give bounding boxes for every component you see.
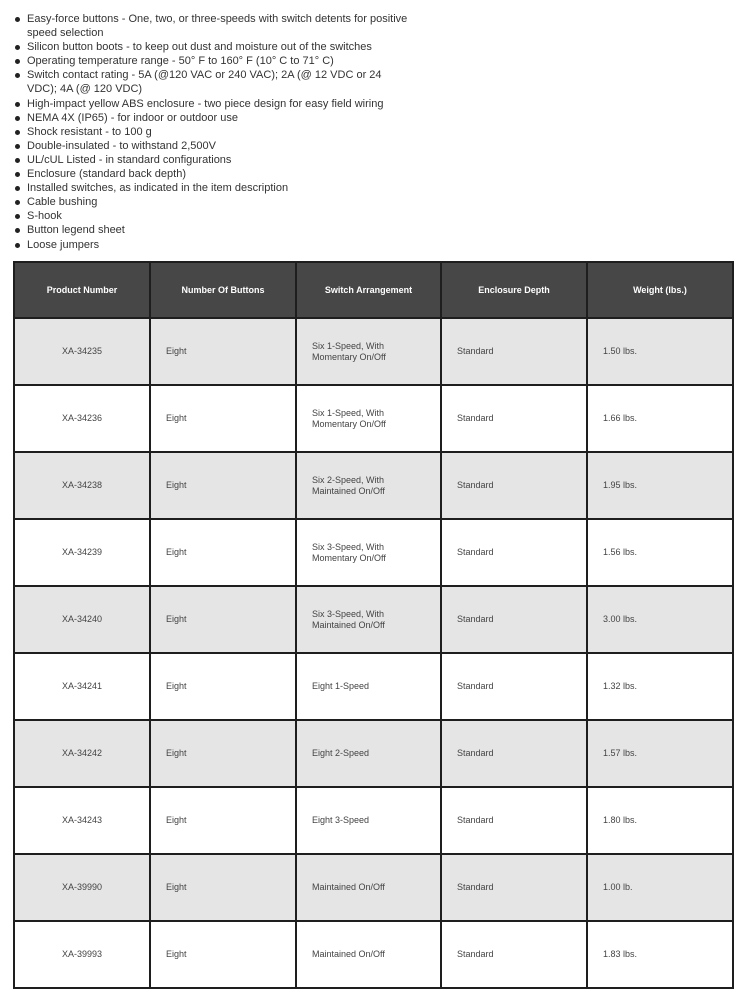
table-row <box>14 385 733 452</box>
table-row <box>14 318 733 385</box>
cell-number-of-buttons: Eight <box>150 854 296 921</box>
feature-item: Loose jumpers <box>13 238 413 252</box>
cell-weight: 1.83 lbs. <box>587 921 733 988</box>
cell-enclosure-depth: Standard <box>441 452 587 519</box>
feature-item: Shock resistant - to 100 g <box>13 125 413 139</box>
cell-product-number: XA-34243 <box>14 787 150 854</box>
cell-product-number: XA-34242 <box>14 720 150 787</box>
cell-weight: 3.00 lbs. <box>587 586 733 653</box>
cell-product-number: XA-34238 <box>14 452 150 519</box>
cell-product-number: XA-34235 <box>14 318 150 385</box>
cell-product-number: XA-34239 <box>14 519 150 586</box>
cell-enclosure-depth: Standard <box>441 385 587 452</box>
cell-product-number: XA-39990 <box>14 854 150 921</box>
cell-number-of-buttons: Eight <box>150 921 296 988</box>
table-row <box>14 854 733 921</box>
table-row <box>14 586 733 653</box>
cell-switch-arrangement: Eight 1-Speed <box>296 653 441 720</box>
feature-item: Switch contact rating - 5A (@120 VAC or 240 VAC); 2A (@ 12 VDC or 24 VDC); 4A (@ 120 VDC) <box>13 68 413 96</box>
cell-switch-arrangement: Six 2-Speed, With Maintained On/Off <box>296 452 441 519</box>
header-product-number: Product Number <box>14 262 150 318</box>
table-row <box>14 452 733 519</box>
cell-switch-arrangement: Maintained On/Off <box>296 921 441 988</box>
cell-weight: 1.95 lbs. <box>587 452 733 519</box>
cell-enclosure-depth: Standard <box>441 720 587 787</box>
cell-weight: 1.57 lbs. <box>587 720 733 787</box>
table-header-row <box>14 262 733 318</box>
cell-weight: 1.56 lbs. <box>587 519 733 586</box>
feature-item: Installed switches, as indicated in the item description <box>13 181 413 195</box>
table-row <box>14 519 733 586</box>
feature-list <box>13 12 413 252</box>
cell-product-number: XA-34236 <box>14 385 150 452</box>
cell-product-number: XA-39993 <box>14 921 150 988</box>
cell-enclosure-depth: Standard <box>441 787 587 854</box>
cell-enclosure-depth: Standard <box>441 854 587 921</box>
feature-item: Silicon button boots - to keep out dust and moisture out of the switches <box>13 40 413 54</box>
cell-enclosure-depth: Standard <box>441 586 587 653</box>
feature-item: NEMA 4X (IP65) - for indoor or outdoor use <box>13 111 413 125</box>
feature-item: High-impact yellow ABS enclosure - two piece design for easy field wiring <box>13 97 413 111</box>
cell-weight: 1.32 lbs. <box>587 653 733 720</box>
cell-switch-arrangement: Six 3-Speed, With Momentary On/Off <box>296 519 441 586</box>
feature-item: Operating temperature range - 50° F to 160° F (10° C to 71° C) <box>13 54 413 68</box>
cell-number-of-buttons: Eight <box>150 787 296 854</box>
feature-item: Double-insulated - to withstand 2,500V <box>13 139 413 153</box>
header-weight: Weight (lbs.) <box>587 262 733 318</box>
header-number-of-buttons: Number Of Buttons <box>150 262 296 318</box>
table-row <box>14 921 733 988</box>
cell-number-of-buttons: Eight <box>150 720 296 787</box>
table-row <box>14 787 733 854</box>
cell-switch-arrangement: Eight 2-Speed <box>296 720 441 787</box>
cell-weight: 1.50 lbs. <box>587 318 733 385</box>
cell-switch-arrangement: Six 3-Speed, With Maintained On/Off <box>296 586 441 653</box>
cell-switch-arrangement: Six 1-Speed, With Momentary On/Off <box>296 385 441 452</box>
header-enclosure-depth: Enclosure Depth <box>441 262 587 318</box>
product-spec-table <box>13 261 734 989</box>
cell-number-of-buttons: Eight <box>150 318 296 385</box>
cell-switch-arrangement: Six 1-Speed, With Momentary On/Off <box>296 318 441 385</box>
cell-enclosure-depth: Standard <box>441 519 587 586</box>
cell-number-of-buttons: Eight <box>150 519 296 586</box>
feature-item: Button legend sheet <box>13 223 413 237</box>
feature-item: S-hook <box>13 209 413 223</box>
cell-product-number: XA-34240 <box>14 586 150 653</box>
cell-enclosure-depth: Standard <box>441 653 587 720</box>
table-row <box>14 720 733 787</box>
table-row <box>14 653 733 720</box>
cell-enclosure-depth: Standard <box>441 921 587 988</box>
cell-enclosure-depth: Standard <box>441 318 587 385</box>
cell-weight: 1.80 lbs. <box>587 787 733 854</box>
feature-item: Cable bushing <box>13 195 413 209</box>
cell-number-of-buttons: Eight <box>150 586 296 653</box>
cell-weight: 1.00 lb. <box>587 854 733 921</box>
cell-weight: 1.66 lbs. <box>587 385 733 452</box>
cell-number-of-buttons: Eight <box>150 452 296 519</box>
cell-number-of-buttons: Eight <box>150 653 296 720</box>
cell-switch-arrangement: Eight 3-Speed <box>296 787 441 854</box>
cell-switch-arrangement: Maintained On/Off <box>296 854 441 921</box>
feature-item: Easy-force buttons - One, two, or three-speeds with switch detents for positive speed selection <box>13 12 413 40</box>
feature-item: Enclosure (standard back depth) <box>13 167 413 181</box>
feature-item: UL/cUL Listed - in standard configurations <box>13 153 413 167</box>
cell-number-of-buttons: Eight <box>150 385 296 452</box>
cell-product-number: XA-34241 <box>14 653 150 720</box>
header-switch-arrangement: Switch Arrangement <box>296 262 441 318</box>
